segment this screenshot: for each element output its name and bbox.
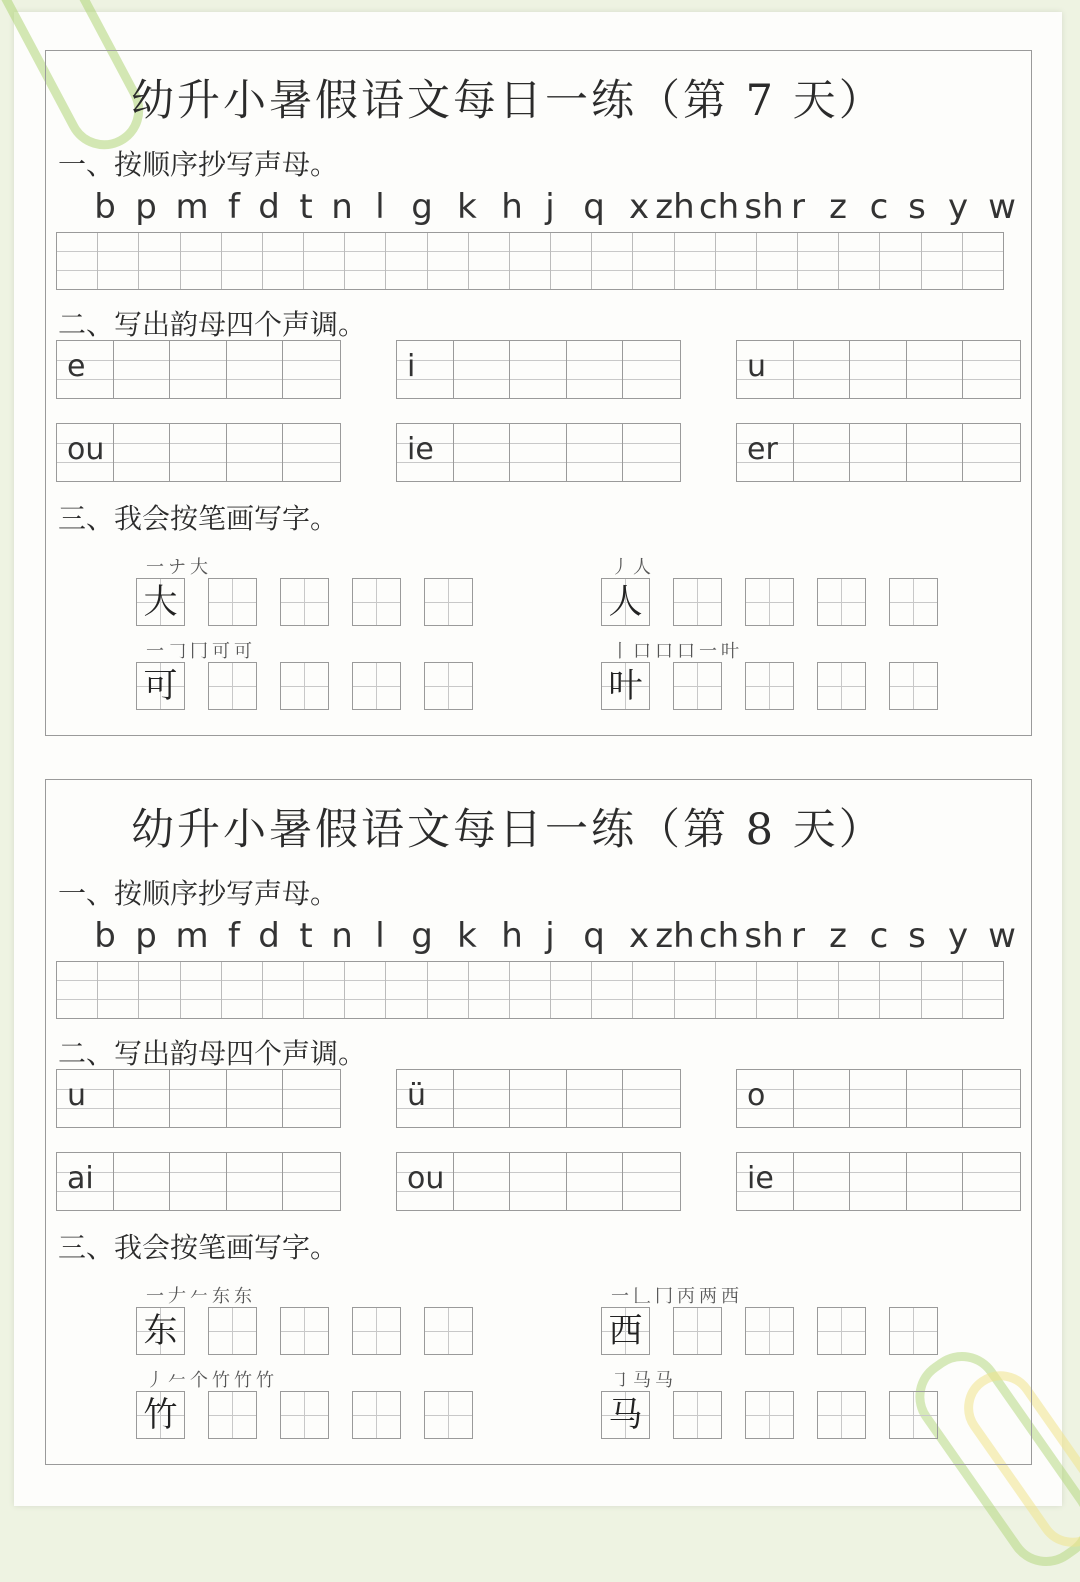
- initial-k: k: [457, 916, 477, 956]
- section-heading-tones: 二、写出韵母四个声调。: [58, 1037, 367, 1070]
- copy-grid: [56, 961, 1004, 1019]
- tone-write-cell[interactable]: [114, 341, 171, 398]
- copy-cell[interactable]: [345, 233, 386, 289]
- final-label-cell: [397, 1153, 454, 1210]
- tone-box-ou: [56, 423, 341, 482]
- char-write-box[interactable]: [424, 662, 473, 710]
- char-write-box[interactable]: [280, 662, 329, 710]
- tone-write-cell[interactable]: [510, 1153, 567, 1210]
- tone-write-cell[interactable]: [170, 341, 227, 398]
- initial-sh: sh: [744, 187, 784, 227]
- model-char: 马: [608, 1395, 643, 1435]
- tone-box-ü: [396, 1069, 681, 1128]
- initial-g: g: [411, 187, 433, 227]
- final-label-cell: [397, 341, 454, 398]
- copy-cell[interactable]: [633, 962, 674, 1018]
- model-char-box: [136, 662, 185, 710]
- tone-write-cell[interactable]: [283, 341, 340, 398]
- initial-r: r: [791, 916, 805, 956]
- initial-c: c: [869, 916, 889, 956]
- copy-cell[interactable]: [839, 233, 880, 289]
- initial-p: p: [135, 916, 157, 956]
- section-heading-strokes: 三、我会按笔画写字。: [58, 1231, 339, 1264]
- copy-cell[interactable]: [222, 962, 263, 1018]
- char-write-box[interactable]: [280, 578, 329, 626]
- tone-box-u: [56, 1069, 341, 1128]
- tone-write-cell[interactable]: [510, 1070, 567, 1127]
- final-label-cell: [57, 424, 114, 481]
- tone-write-cell[interactable]: [454, 424, 511, 481]
- final-label: ou: [407, 1161, 445, 1196]
- char-write-box[interactable]: [889, 578, 938, 626]
- tone-write-cell[interactable]: [114, 424, 171, 481]
- final-label: ü: [407, 1078, 427, 1113]
- char-write-box[interactable]: [208, 1391, 257, 1439]
- worksheet-day-8: [45, 779, 1032, 1465]
- tone-write-cell[interactable]: [623, 341, 680, 398]
- char-write-box[interactable]: [673, 1307, 722, 1355]
- initial-k: k: [457, 187, 477, 227]
- initial-h: h: [501, 187, 523, 227]
- model-char-box: [601, 578, 650, 626]
- char-write-box[interactable]: [424, 578, 473, 626]
- tone-write-cell[interactable]: [170, 1153, 227, 1210]
- initial-w: w: [988, 916, 1016, 956]
- tone-box-u: [736, 340, 1021, 399]
- final-label: ou: [67, 432, 105, 467]
- tone-write-cell[interactable]: [227, 1070, 284, 1127]
- tone-write-cell[interactable]: [454, 341, 511, 398]
- copy-cell[interactable]: [263, 233, 304, 289]
- initial-z: z: [829, 916, 847, 956]
- char-practice-row: [601, 1307, 938, 1355]
- model-char-box: [136, 1307, 185, 1355]
- final-label-cell: [737, 424, 794, 481]
- char-write-box[interactable]: [673, 662, 722, 710]
- model-char: 东: [143, 1311, 178, 1351]
- copy-cell[interactable]: [263, 962, 304, 1018]
- copy-cell[interactable]: [592, 233, 633, 289]
- tone-write-cell[interactable]: [283, 1070, 340, 1127]
- tone-write-cell[interactable]: [850, 341, 907, 398]
- initial-m: m: [175, 187, 209, 227]
- char-write-box[interactable]: [208, 578, 257, 626]
- stroke-order-马: ㇆马马: [611, 1370, 677, 1391]
- model-char-box: [601, 1307, 650, 1355]
- tone-write-cell[interactable]: [567, 1153, 624, 1210]
- stroke-order-可: 一𠃌冂可可: [146, 641, 256, 662]
- tone-write-cell[interactable]: [850, 1153, 907, 1210]
- initial-ch: ch: [698, 916, 740, 956]
- char-write-box[interactable]: [745, 578, 794, 626]
- tone-write-cell[interactable]: [963, 424, 1020, 481]
- copy-cell[interactable]: [551, 233, 592, 289]
- initial-zh: zh: [655, 916, 695, 956]
- worksheet-title: 幼升小暑假语文每日一练（第 8 天）: [131, 805, 885, 855]
- tone-write-cell[interactable]: [283, 424, 340, 481]
- char-write-box[interactable]: [889, 1307, 938, 1355]
- char-write-box[interactable]: [745, 1391, 794, 1439]
- model-char-box: [136, 578, 185, 626]
- tone-box-o: [736, 1069, 1021, 1128]
- tone-write-cell[interactable]: [623, 424, 680, 481]
- initial-c: c: [869, 187, 889, 227]
- copy-cell[interactable]: [345, 962, 386, 1018]
- char-practice-row: [601, 1391, 938, 1439]
- model-char-box: [601, 1391, 650, 1439]
- final-label: er: [747, 432, 778, 467]
- model-char-box: [136, 1391, 185, 1439]
- copy-cell[interactable]: [222, 233, 263, 289]
- copy-cell[interactable]: [551, 962, 592, 1018]
- section-heading-initials: 一、按顺序抄写声母。: [58, 148, 339, 181]
- copy-cell[interactable]: [181, 962, 222, 1018]
- initial-w: w: [988, 187, 1016, 227]
- tone-write-cell[interactable]: [794, 1070, 851, 1127]
- initial-ch: ch: [698, 187, 740, 227]
- final-label-cell: [737, 1070, 794, 1127]
- copy-cell[interactable]: [98, 233, 139, 289]
- final-label: o: [747, 1078, 766, 1113]
- initial-l: l: [375, 916, 385, 956]
- char-write-box[interactable]: [817, 578, 866, 626]
- worksheet-day-7: [45, 50, 1032, 736]
- final-label: u: [747, 349, 767, 384]
- tone-write-cell[interactable]: [567, 424, 624, 481]
- initial-y: y: [947, 916, 969, 956]
- section-heading-tones: 二、写出韵母四个声调。: [58, 308, 367, 341]
- initials-row: [68, 916, 1016, 962]
- tone-write-cell[interactable]: [907, 1153, 964, 1210]
- char-practice-row: [601, 578, 938, 626]
- char-write-box[interactable]: [889, 1391, 938, 1439]
- tone-write-cell[interactable]: [963, 341, 1020, 398]
- final-label: ai: [67, 1161, 94, 1196]
- copy-cell[interactable]: [675, 233, 716, 289]
- initial-z: z: [829, 187, 847, 227]
- initial-l: l: [375, 187, 385, 227]
- final-label: ie: [747, 1161, 774, 1196]
- char-write-box[interactable]: [280, 1391, 329, 1439]
- initial-x: x: [628, 916, 650, 956]
- tone-write-cell[interactable]: [907, 424, 964, 481]
- initial-b: b: [94, 187, 116, 227]
- copy-cell[interactable]: [675, 962, 716, 1018]
- char-write-box[interactable]: [352, 662, 401, 710]
- worksheet-title: 幼升小暑假语文每日一练（第 7 天）: [131, 76, 885, 126]
- initial-n: n: [331, 916, 353, 956]
- tone-box-ie: [396, 423, 681, 482]
- copy-cell[interactable]: [510, 233, 551, 289]
- initial-s: s: [908, 916, 926, 956]
- copy-cell[interactable]: [716, 233, 757, 289]
- copy-cell[interactable]: [428, 962, 469, 1018]
- copy-cell[interactable]: [304, 233, 345, 289]
- copy-cell[interactable]: [181, 233, 222, 289]
- tone-write-cell[interactable]: [510, 341, 567, 398]
- model-char: 大: [143, 582, 178, 622]
- model-char: 叶: [608, 666, 643, 706]
- initial-t: t: [299, 916, 313, 956]
- initial-h: h: [501, 916, 523, 956]
- final-label: ie: [407, 432, 434, 467]
- initial-f: f: [228, 916, 240, 956]
- initial-d: d: [258, 187, 280, 227]
- tone-write-cell[interactable]: [114, 1070, 171, 1127]
- stroke-order-叶: 丨口口口一叶: [611, 641, 743, 662]
- copy-cell[interactable]: [880, 233, 921, 289]
- model-char: 可: [143, 666, 178, 706]
- char-practice-row: [136, 578, 473, 626]
- char-practice-row: [136, 1307, 473, 1355]
- char-write-box[interactable]: [280, 1307, 329, 1355]
- tone-write-cell[interactable]: [963, 1070, 1020, 1127]
- initial-d: d: [258, 916, 280, 956]
- tone-write-cell[interactable]: [170, 1070, 227, 1127]
- stroke-order-大: 一ナ大: [146, 557, 212, 578]
- initial-zh: zh: [655, 187, 695, 227]
- final-label-cell: [57, 1070, 114, 1127]
- copy-cell[interactable]: [98, 962, 139, 1018]
- model-char: 人: [608, 582, 643, 622]
- copy-cell[interactable]: [963, 233, 1003, 289]
- copy-cell[interactable]: [139, 233, 180, 289]
- tone-write-cell[interactable]: [454, 1153, 511, 1210]
- char-write-box[interactable]: [673, 1391, 722, 1439]
- copy-cell[interactable]: [839, 962, 880, 1018]
- tone-write-cell[interactable]: [850, 1070, 907, 1127]
- tone-write-cell[interactable]: [283, 1153, 340, 1210]
- section-heading-strokes: 三、我会按笔画写字。: [58, 502, 339, 535]
- tone-box-e: [56, 340, 341, 399]
- char-write-box[interactable]: [745, 662, 794, 710]
- copy-cell[interactable]: [139, 962, 180, 1018]
- final-label-cell: [397, 424, 454, 481]
- char-practice-row: [601, 662, 938, 710]
- tone-write-cell[interactable]: [567, 341, 624, 398]
- tone-write-cell[interactable]: [907, 1070, 964, 1127]
- copy-cell[interactable]: [716, 962, 757, 1018]
- section-heading-initials: 一、按顺序抄写声母。: [58, 877, 339, 910]
- tone-box-ai: [56, 1152, 341, 1211]
- tone-write-cell[interactable]: [170, 424, 227, 481]
- copy-cell[interactable]: [469, 233, 510, 289]
- char-write-box[interactable]: [424, 1391, 473, 1439]
- tone-write-cell[interactable]: [567, 1070, 624, 1127]
- initial-j: j: [545, 916, 555, 956]
- char-write-box[interactable]: [673, 578, 722, 626]
- final-label: e: [67, 349, 86, 384]
- char-write-box[interactable]: [352, 1391, 401, 1439]
- char-write-box[interactable]: [352, 578, 401, 626]
- final-label-cell: [397, 1070, 454, 1127]
- char-write-box[interactable]: [817, 1307, 866, 1355]
- initials-row: [68, 187, 1016, 233]
- initial-g: g: [411, 916, 433, 956]
- copy-grid: [56, 232, 1004, 290]
- char-write-box[interactable]: [208, 662, 257, 710]
- tone-write-cell[interactable]: [623, 1153, 680, 1210]
- final-label: u: [67, 1078, 87, 1113]
- model-char-box: [601, 662, 650, 710]
- final-label-cell: [57, 1153, 114, 1210]
- initial-x: x: [628, 187, 650, 227]
- initial-p: p: [135, 187, 157, 227]
- tone-write-cell[interactable]: [850, 424, 907, 481]
- tone-write-cell[interactable]: [794, 341, 851, 398]
- tone-write-cell[interactable]: [907, 341, 964, 398]
- tone-write-cell[interactable]: [794, 424, 851, 481]
- tone-box-er: [736, 423, 1021, 482]
- char-write-box[interactable]: [208, 1307, 257, 1355]
- tone-write-cell[interactable]: [454, 1070, 511, 1127]
- copy-cell[interactable]: [592, 962, 633, 1018]
- stroke-order-人: 丿人: [611, 557, 655, 578]
- tone-box-i: [396, 340, 681, 399]
- copy-cell[interactable]: [922, 962, 963, 1018]
- tone-write-cell[interactable]: [794, 1153, 851, 1210]
- initial-n: n: [331, 187, 353, 227]
- copy-cell[interactable]: [386, 962, 427, 1018]
- tone-box-ie: [736, 1152, 1021, 1211]
- copy-cell[interactable]: [428, 233, 469, 289]
- tone-write-cell[interactable]: [227, 341, 284, 398]
- tone-write-cell[interactable]: [114, 1153, 171, 1210]
- copy-cell[interactable]: [798, 962, 839, 1018]
- final-label-cell: [737, 1153, 794, 1210]
- stroke-order-西: 一𠃊冂丙两西: [611, 1286, 743, 1307]
- copy-cell[interactable]: [57, 233, 98, 289]
- copy-cell[interactable]: [922, 233, 963, 289]
- char-practice-row: [136, 662, 473, 710]
- copy-cell[interactable]: [386, 233, 427, 289]
- copy-cell[interactable]: [633, 233, 674, 289]
- copy-cell[interactable]: [757, 233, 798, 289]
- initial-t: t: [299, 187, 313, 227]
- final-label-cell: [737, 341, 794, 398]
- initial-m: m: [175, 916, 209, 956]
- copy-cell[interactable]: [469, 962, 510, 1018]
- initial-f: f: [228, 187, 240, 227]
- tone-write-cell[interactable]: [227, 1153, 284, 1210]
- char-write-box[interactable]: [817, 662, 866, 710]
- char-practice-row: [136, 1391, 473, 1439]
- char-write-box[interactable]: [745, 1307, 794, 1355]
- copy-cell[interactable]: [963, 962, 1003, 1018]
- copy-cell[interactable]: [510, 962, 551, 1018]
- final-label-cell: [57, 341, 114, 398]
- char-write-box[interactable]: [889, 662, 938, 710]
- char-write-box[interactable]: [817, 1391, 866, 1439]
- stroke-order-竹: 丿𠂉个竹竹竹: [146, 1370, 278, 1391]
- initial-y: y: [947, 187, 969, 227]
- model-char: 西: [608, 1311, 643, 1351]
- char-write-box[interactable]: [424, 1307, 473, 1355]
- initial-b: b: [94, 916, 116, 956]
- stroke-order-东: 一𠂇𠂉东东: [146, 1286, 256, 1307]
- copy-cell[interactable]: [757, 962, 798, 1018]
- tone-write-cell[interactable]: [227, 424, 284, 481]
- model-char: 竹: [143, 1395, 178, 1435]
- initial-s: s: [908, 187, 926, 227]
- char-write-box[interactable]: [352, 1307, 401, 1355]
- copy-cell[interactable]: [57, 962, 98, 1018]
- tone-write-cell[interactable]: [510, 424, 567, 481]
- tone-box-ou: [396, 1152, 681, 1211]
- initial-q: q: [583, 916, 605, 956]
- tone-write-cell[interactable]: [623, 1070, 680, 1127]
- copy-cell[interactable]: [304, 962, 345, 1018]
- copy-cell[interactable]: [880, 962, 921, 1018]
- initial-j: j: [545, 187, 555, 227]
- initial-r: r: [791, 187, 805, 227]
- final-label: i: [407, 349, 416, 384]
- copy-cell[interactable]: [798, 233, 839, 289]
- initial-sh: sh: [744, 916, 784, 956]
- tone-write-cell[interactable]: [963, 1153, 1020, 1210]
- initial-q: q: [583, 187, 605, 227]
